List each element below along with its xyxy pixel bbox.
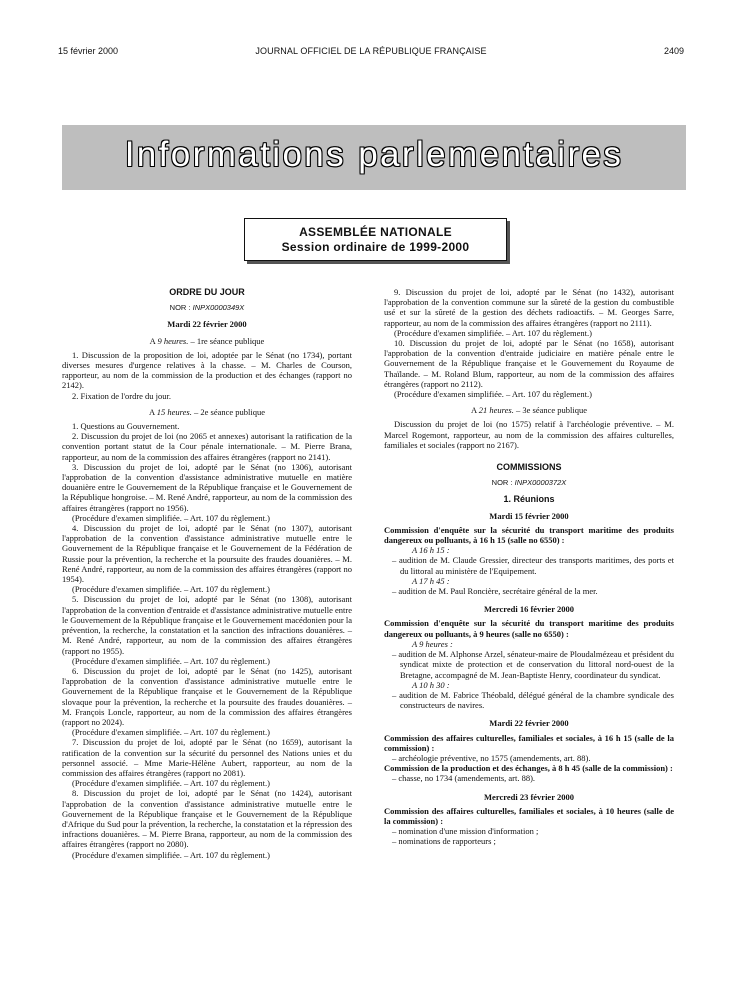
- nor-reference: [384, 478, 674, 488]
- meeting-date: Mardi 22 février 2000: [489, 718, 569, 729]
- commission-entry: Commission des affaires culturelles, familiales et sociales, à 10 heures (salle de la commission) :: [384, 805, 674, 826]
- commission-entry: Commission d'enquête sur la sécurité du transport maritime des produits dangereux ou polluants, à 16 h 15 (salle no 6550) :: [384, 524, 674, 546]
- procedure-note: (Procédure d'examen simplifiée. – Art. 107 du règlement.): [394, 327, 592, 338]
- agenda-item: 5. Discussion du projet de loi, adopté par le Sénat (no 1308), autorisant l'approbation de la convention d'entraide et d'assistance administrative mutuelle entre le Gouvernement de la République française et le Gouvernement macédonien pour la prévention, la recherche, la constatation et la sanction des infractions douanières. – M. René André, rapporteur, au nom de la commission des affaires étrangères (rapport no 1955).: [62, 594, 352, 656]
- commission-entry: Commission des affaires culturelles, familiales et sociales, à 16 h 15 (salle de la commission) :: [384, 732, 674, 753]
- agenda-item: 9. Discussion du projet de loi, adopté par le Sénat (no 1432), autorisant l'approbation de la convention commune sur la sûreté de la gestion du combustible usé et sur la sûreté de la gestion des déchets radioactifs. – M. Georges Sarre, rapporteur, au nom de la commission des affaires étrangères (rapport no 2111).: [384, 287, 674, 328]
- meeting-date: Mercredi 23 février 2000: [484, 791, 574, 802]
- meeting-item: – nominations de rapporteurs ;: [392, 836, 496, 847]
- session-box: [244, 218, 507, 261]
- time-text: A 10 h 30 :: [412, 679, 450, 690]
- meeting-item: – audition de M. Fabrice Théobald, délégué général de la chambre syndicale des constructeurs de navires.: [392, 689, 674, 711]
- left-column: [62, 287, 352, 860]
- meeting-item: – audition de M. Claude Gressier, directeur des transports maritimes, des ports et du littoral au ministère de l'Equipement.: [392, 555, 674, 576]
- session-name: Session ordinaire de 1999-2000: [281, 240, 470, 254]
- agenda-item: 3. Discussion du projet de loi, adopté par le Sénat (no 1306), autorisant l'approbation de la convention d'assistance administrative mutuelle en matière douanière entre le Gouvernement de la République française et le Gouvernement de la République hongroise. – M. René André, rapporteur, au nom de la commission des affaires étrangères (rapport no 1956).: [62, 461, 352, 513]
- agenda-date: Mardi 22 février 2000: [167, 319, 247, 330]
- procedure-note: (Procédure d'examen simplifiée. – Art. 107 du règlement.): [394, 389, 592, 400]
- meeting-item: – nomination d'une mission d'information ;: [392, 826, 539, 837]
- section-banner: [62, 125, 686, 190]
- seance-time: 21 heures.: [478, 405, 514, 416]
- time-label: [384, 639, 674, 649]
- meeting-date: Mercredi 16 février 2000: [484, 604, 574, 615]
- agenda-item: 4. Discussion du projet de loi, adopté par le Sénat (no 1307), autorisant l'approbation de la convention d'assistance administrative mutuelle entre le Gouvernement de la République française et le Gouvernement de la Fédération de Russie pour la prévention, la recherche et la poursuite des fraudes douanières. – M. René André, rapporteur, au nom de la commission des affaires étrangères (rapport no 1954).: [62, 523, 352, 585]
- seance-heading-2: A 15 heures. – 2e séance publique: [148, 406, 266, 417]
- nor-label: NOR :: [169, 303, 191, 313]
- header-date: 15 février 2000: [58, 46, 119, 56]
- procedure-note: (Procédure d'examen simplifiée. – Art. 107 du règlement.): [72, 727, 270, 738]
- seance-time: 15 heures.: [156, 406, 192, 417]
- agenda-item: 2. Fixation de l'ordre du jour.: [72, 390, 172, 401]
- commission-entry: Commission de la production et des échanges, à 8 h 45 (salle de la commission) :: [384, 763, 673, 774]
- agenda-item: 6. Discussion du projet de loi, adopté par le Sénat (no 1425), autorisant l'approbation de la convention d'assistance administrative mutuelle entre le Gouvernement de la République française et le Gouvernement de la République slovaque pour la prévention, la recherche et la poursuite des fraudes douanières. – M. François Loncle, rapporteur, au nom de la commission des affaires étrangères (rapport no 2024).: [62, 665, 352, 727]
- time-label: [384, 680, 674, 690]
- nor-code: INPX0000372X: [514, 478, 567, 488]
- agenda-item: 1. Questions au Gouvernement.: [72, 421, 180, 432]
- nor-reference: [62, 303, 352, 313]
- assembly-name: ASSEMBLÉE NATIONALE: [299, 225, 452, 239]
- procedure-note: (Procédure d'examen simplifiée. – Art. 107 du règlement.): [72, 849, 270, 860]
- agenda-item: Discussion du projet de loi (no 1575) relatif à l'archéologie préventive. – M. Marcel Rogemont, rapporteur, au nom de la commission des affaires culturelles, familiales et sociales (rapport no 2167).: [384, 419, 674, 450]
- ordre-du-jour-title: ORDRE DU JOUR: [169, 287, 245, 297]
- commission-entry: Commission d'enquête sur la sécurité du transport maritime des produits dangereux ou polluants, à 9 heures (salle no 6550) :: [384, 618, 674, 639]
- seance-heading-3: A 21 heures. – 3e séance publique: [470, 405, 588, 416]
- journal-title: JOURNAL OFFICIEL DE LA RÉPUBLIQUE FRANÇAISE: [255, 46, 487, 56]
- time-text: A 16 h 15 :: [412, 545, 450, 556]
- seance-label: – 2e séance publique: [191, 406, 266, 417]
- meeting-item: – chasse, no 1734 (amendements, art. 88).: [392, 773, 536, 784]
- seance-label: – 3e séance publique: [513, 405, 588, 416]
- seance-label: – 1re séance publique: [188, 335, 265, 346]
- agenda-item: 8. Discussion du projet de loi, adopté par le Sénat (no 1424), autorisant l'approbation de la convention d'assistance administrative mutuelle entre le Gouvernement de la République française et le Gouvernement de la République d'Afrique du Sud pour la prévention, la recherche, la constatation et la répression des infractions douanières. – M. Pierre Brana, rapporteur, au nom de la commission des affaires étrangères (rapport no 2080).: [62, 788, 352, 850]
- meeting-item: – audition de M. Alphonse Arzel, sénateur-maire de Ploudalmézeau et président du syndicat mixte de protection et de conservation du littoral nord-ouest de la Bretagne, accompagné de M. Jean-Baptiste Henry, coordinateur du syndicat.: [392, 649, 674, 680]
- time-label: [384, 545, 674, 555]
- seance-time: 9 heures.: [157, 335, 189, 346]
- banner-title: Informations parlementaires: [124, 135, 624, 174]
- reunions-title: 1. Réunions: [503, 494, 555, 505]
- agenda-item: 7. Discussion du projet de loi, adopté par le Sénat (no 1659), autorisant la ratification de la convention sur la sécurité du personnel des Nations unies et du personnel associé. – Mme Marie-Hélène Aubert, rapporteur, au nom de la commission des affaires étrangères (rapport no 2081).: [62, 737, 352, 778]
- procedure-note: (Procédure d'examen simplifiée. – Art. 107 du règlement.): [72, 512, 270, 523]
- time-text: A 9 heures :: [412, 638, 453, 649]
- page-header: [58, 46, 684, 60]
- procedure-note: (Procédure d'examen simplifiée. – Art. 107 du règlement.): [72, 655, 270, 666]
- meeting-item: – archéologie préventive, no 1575 (amendements, art. 88).: [392, 752, 591, 763]
- nor-code: INPX0000349X: [192, 303, 245, 313]
- meeting-date: Mardi 15 février 2000: [489, 510, 569, 521]
- time-text: A 17 h 45 :: [412, 575, 450, 586]
- commissions-title: COMMISSIONS: [496, 462, 562, 473]
- nor-label: NOR :: [491, 478, 513, 488]
- procedure-note: (Procédure d'examen simplifiée. – Art. 107 du règlement.): [72, 778, 270, 789]
- page-number: 2409: [663, 46, 684, 56]
- agenda-item: 10. Discussion du projet de loi, adopté par le Sénat (no 1658), autorisant l'approbation de la convention d'entraide judiciaire en matière pénale entre le Gouvernement de la République française et le Gouvernement du Royaume de Thaïlande. – M. Roland Blum, rapporteur, au nom de la commission des affaires étrangères (rapport no 2112).: [384, 338, 674, 389]
- seance-heading-1: A 9 heures. – 1re séance publique: [149, 335, 265, 346]
- agenda-item: 1. Discussion de la proposition de loi, adoptée par le Sénat (no 1734), portant diverses mesures d'urgence relatives à la chasse. – M. Charles de Courson, rapporteur, au nom de la commission de la production et des échanges (rapport no 2142).: [62, 349, 352, 391]
- procedure-note: (Procédure d'examen simplifiée. – Art. 107 du règlement.): [72, 584, 270, 595]
- meeting-item: – audition de M. Paul Roncière, secrétaire général de la mer.: [392, 586, 598, 597]
- time-label: [384, 576, 674, 586]
- agenda-item: 2. Discussion du projet de loi (no 2065 et annexes) autorisant la ratification de la convention portant statut de la Cour pénale internationale. – M. Pierre Brana, rapporteur, au nom de la commission des affaires étrangères (rapport no 2141).: [62, 431, 352, 462]
- right-column: [384, 287, 674, 847]
